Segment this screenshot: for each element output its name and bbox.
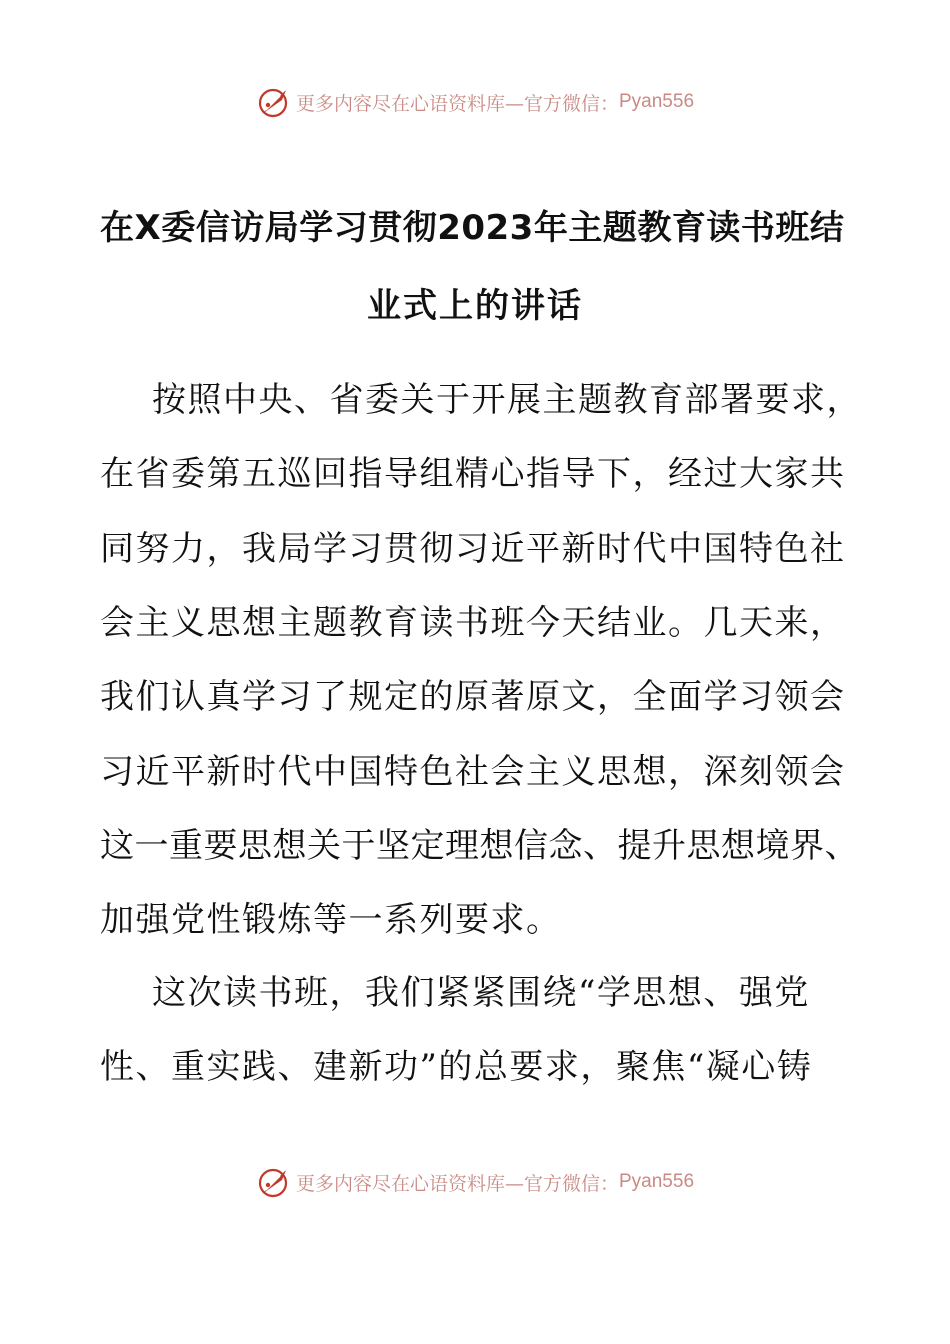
watermark-text: 更多内容尽在心语资料库—官方微信： <box>295 92 619 115</box>
paragraph-line: 加强党性锻炼等一系列要求。 <box>100 900 562 940</box>
paragraph-line: 按照中央、省委关于开展主题教育部署要求， <box>152 380 862 420</box>
quill-logo-icon <box>256 1164 292 1200</box>
paragraph-line: 习近平新时代中国特色社会主义思想，深刻领会 <box>100 752 846 792</box>
watermark-wechat-id: Pyan556 <box>619 91 695 112</box>
document-title-line-2: 业式上的讲话 <box>367 286 583 326</box>
header-watermark <box>0 82 950 122</box>
watermark-wechat-id: Pyan556 <box>619 1171 695 1192</box>
paragraph-line: 我们认真学习了规定的原著原文，全面学习领会 <box>100 677 846 717</box>
paragraph-line: 同努力，我局学习贯彻习近平新时代中国特色社 <box>100 529 846 569</box>
paragraph-line: 性、重实践、建新功”的总要求，聚焦“凝心铸 <box>100 1047 813 1087</box>
quill-logo-icon <box>256 84 292 120</box>
paragraph-line: 这次读书班，我们紧紧围绕“学思想、强党 <box>152 973 810 1013</box>
paragraph-line: 会主义思想主题教育读书班今天结业。几天来， <box>100 603 846 643</box>
footer-watermark <box>0 1162 950 1202</box>
paragraph-line: 这一重要思想关于坚定理想信念、提升思想境界、 <box>100 826 859 866</box>
watermark-text: 更多内容尽在心语资料库—官方微信： <box>295 1172 619 1195</box>
paragraph-line: 在省委第五巡回指导组精心指导下，经过大家共 <box>100 454 846 494</box>
document-title-line-1: 在X委信访局学习贯彻2023年主题教育读书班结 <box>100 208 845 248</box>
